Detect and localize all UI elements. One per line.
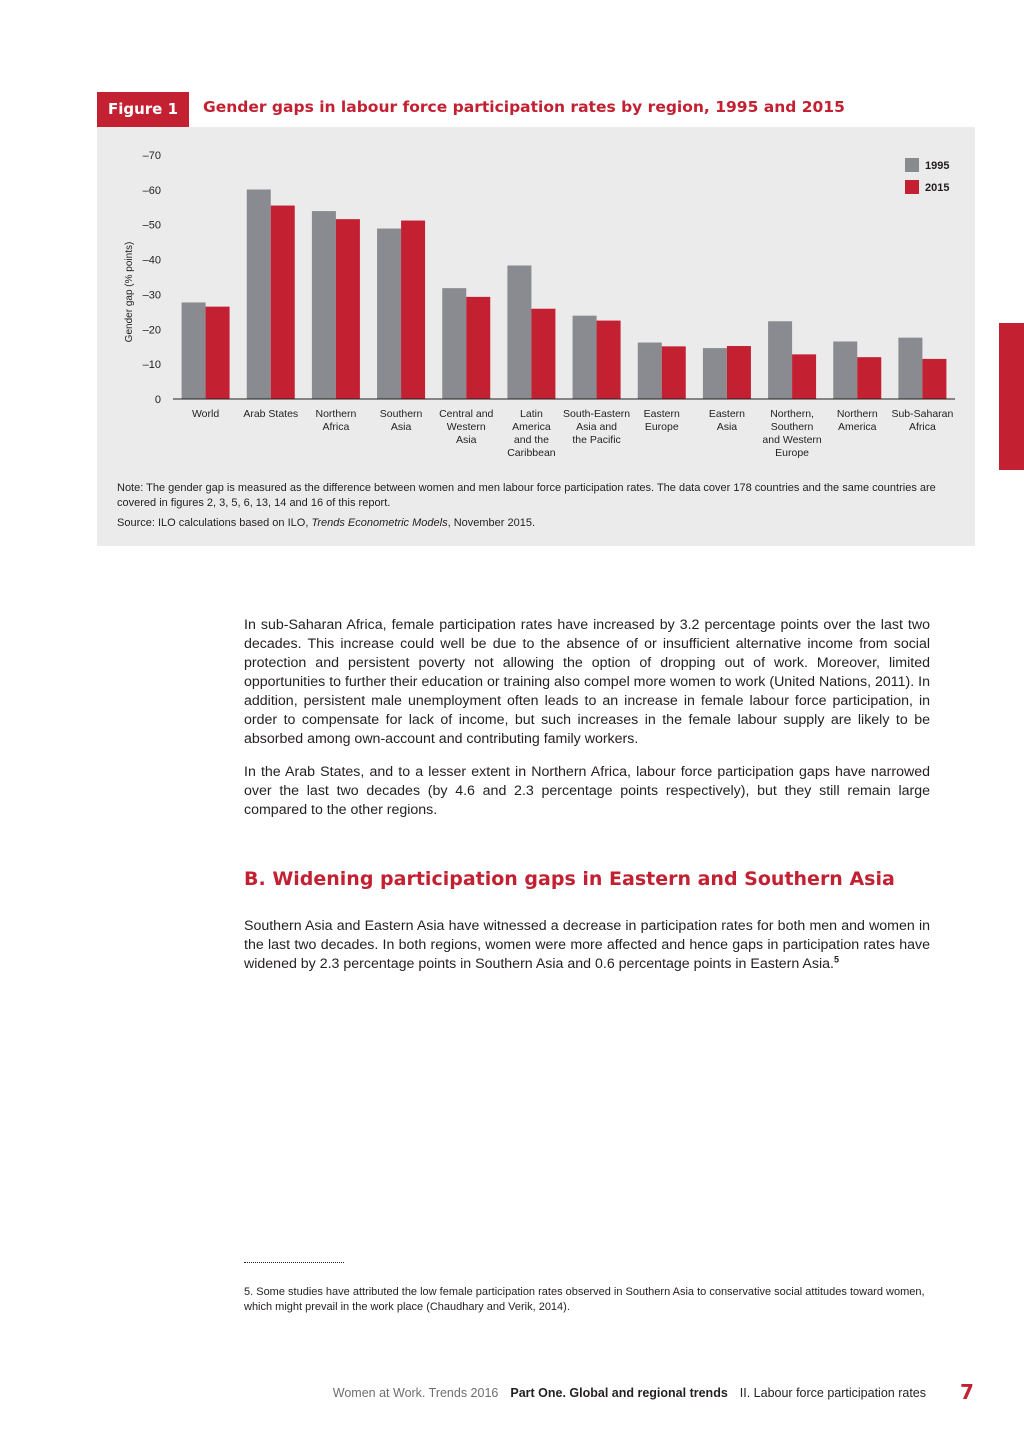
page-footer <box>333 1386 926 1400</box>
bar-2015 <box>336 219 360 399</box>
bar-1995 <box>182 302 206 399</box>
y-tick-label: –30 <box>142 289 161 302</box>
category-label: Asia <box>456 434 477 446</box>
footer-part: Part One. Global and regional trends <box>510 1386 728 1400</box>
category-label: Southern <box>770 421 814 433</box>
bar-chart <box>97 127 975 472</box>
legend-swatch-1995 <box>905 158 919 172</box>
figure-title: Gender gaps in labour force participation rates by region, 1995 and 2015 <box>203 98 845 116</box>
bar-2015 <box>922 359 946 399</box>
figure-source <box>117 516 962 530</box>
category-label: Europe <box>644 421 679 433</box>
y-axis-label: Gender gap (% points) <box>124 241 135 343</box>
y-tick-label: –40 <box>142 254 161 267</box>
bar-2015 <box>597 321 621 399</box>
bar-1995 <box>247 190 271 399</box>
source-title: Trends Econometric Models <box>311 517 448 529</box>
category-label: Sub-Saharan <box>891 408 954 420</box>
footer-publication: Women at Work. Trends 2016 <box>332 1386 499 1400</box>
footer-chapter: II. Labour force participation rates <box>739 1386 926 1400</box>
category-label: America <box>837 421 877 433</box>
bar-1995 <box>898 338 922 399</box>
bar-1995 <box>377 229 401 399</box>
bar-2015 <box>401 221 425 399</box>
category-label: Northern, <box>770 408 814 420</box>
legend-swatch-2015 <box>905 180 919 194</box>
category-label: Latin <box>520 408 543 420</box>
y-tick-label: –50 <box>142 219 161 232</box>
y-tick-label: –10 <box>142 359 161 372</box>
bar-2015 <box>792 354 816 399</box>
bar-1995 <box>312 211 336 399</box>
page-number: 7 <box>960 1380 974 1404</box>
paragraph-2: In the Arab States, and to a lesser extent in Northern Africa, labour force participation gaps have narrowed over the last two decades (by 4.6 and 2.3 percentage points respectively), but they still remain large compared to the other regions. <box>244 764 930 818</box>
category-label: Asia and <box>576 421 618 433</box>
source-prefix: Source: ILO calculations based on ILO, <box>117 517 312 529</box>
paragraph-1: In sub-Saharan Africa, female participation rates have increased by 3.2 percentage points over the last two decades. This increase could well be due to the absence of or insufficient alternative income from social protection and persistent poverty not allowing the option of dropping out of work. Moreover, limited opportunities to further their education or training also compel more women to work (United Nations, 2011). In addition, persistent male unemployment often leads to an increase in female labour force participation, in order to compensate for lack of income, but such increases in the female labour supply are likely to be absorbed among own-account and contributing family workers. <box>244 617 930 747</box>
category-label: Eastern <box>708 408 746 420</box>
figure-panel <box>97 127 975 546</box>
category-label: Northern <box>315 408 357 420</box>
category-label: Asia <box>716 421 738 433</box>
footnote-5: 5. Some studies have attributed the low female participation rates observed in Southern Asia to conservative social attitudes toward women, which might prevail in the work place (Chaudhary and Verik, 2014). <box>244 1286 925 1313</box>
bar-1995 <box>833 341 857 399</box>
footnote-divider <box>244 1262 344 1263</box>
category-label: Eastern <box>643 408 680 420</box>
category-label: Arab States <box>243 408 299 420</box>
category-label: America <box>512 421 551 433</box>
category-label: and the <box>513 434 549 446</box>
footnote-reference[interactable]: 5 <box>833 954 839 965</box>
bar-1995 <box>573 316 597 399</box>
source-suffix: , November 2015. <box>447 517 536 529</box>
bar-1995 <box>703 348 727 399</box>
category-label: Caribbean <box>507 447 556 459</box>
y-tick-label: –60 <box>142 184 161 197</box>
y-tick-label: –20 <box>142 324 161 337</box>
category-label: Northern <box>836 408 878 420</box>
bar-1995 <box>442 288 466 399</box>
category-label: Southern <box>379 408 423 420</box>
section-edge-tab <box>999 323 1024 470</box>
paragraph-3 <box>244 917 930 974</box>
category-label: World <box>191 408 220 420</box>
bar-1995 <box>507 265 531 399</box>
bar-2015 <box>857 357 881 399</box>
category-label: and Western <box>762 434 822 446</box>
section-heading: B. Widening participation gaps in Eastern and Southern Asia <box>244 868 895 890</box>
bar-1995 <box>638 343 662 399</box>
category-label: Central and <box>439 408 494 420</box>
category-label: Western <box>446 421 486 433</box>
category-label: Africa <box>908 421 936 433</box>
category-label: Europe <box>775 447 810 459</box>
legend-label-2015: 2015 <box>925 182 950 194</box>
bar-2015 <box>466 297 490 399</box>
category-label: Africa <box>322 421 350 433</box>
bar-2015 <box>531 309 555 399</box>
figure-label: Figure 1 <box>97 92 189 127</box>
category-label: Asia <box>390 421 412 433</box>
category-label: the Pacific <box>572 434 621 446</box>
y-tick-label: 0 <box>154 394 161 406</box>
bar-2015 <box>662 346 686 399</box>
bar-2015 <box>206 307 230 399</box>
figure-note: Note: The gender gap is measured as the difference between women and men labour force participation rates. The data cover 178 countries and the same countries are covered in figures 2, 3, 5, 6, 13, 14 and 16 of this report. <box>117 482 936 509</box>
y-tick-label: –70 <box>142 150 161 162</box>
bar-1995 <box>768 321 792 399</box>
legend-label-1995: 1995 <box>925 160 950 172</box>
bar-2015 <box>271 206 295 399</box>
category-label: South-Eastern <box>563 408 631 420</box>
paragraph-3-text: Southern Asia and Eastern Asia have witnessed a decrease in participation rates for both men and women in the last two decades. In both regions, women were more affected and hence gaps in participation rates have widened by 2.3 percentage points in Southern Asia and 0.6 percentage points in Eastern Asia. <box>244 918 930 972</box>
bar-2015 <box>727 346 751 399</box>
